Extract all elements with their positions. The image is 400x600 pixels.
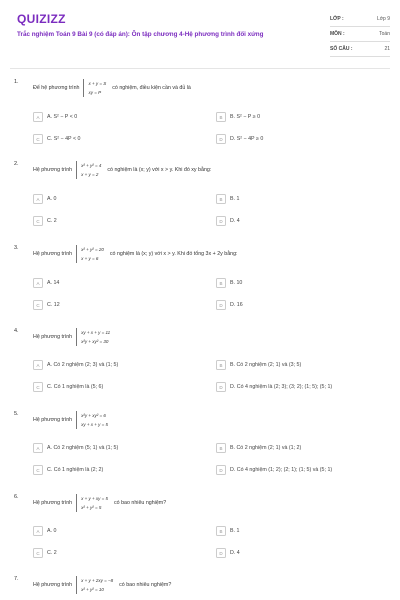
option-text: A. 0 [47, 196, 57, 202]
option-letter-badge: B [216, 526, 226, 536]
option-letter-badge: D [216, 465, 226, 475]
option-text: B. S² − P ≥ 0 [230, 114, 261, 120]
option-text: B. Có 2 nghiệm (2; 1) và (3; 5) [230, 362, 302, 368]
question-number: 4. [14, 328, 19, 334]
equation-line: x + y = 2 [81, 172, 99, 177]
option-letter-badge: C [33, 382, 43, 392]
answer-option-b[interactable] [216, 525, 239, 537]
answer-option-c[interactable] [33, 299, 60, 311]
option-text: A. 0 [47, 528, 57, 534]
question-stem [33, 79, 191, 97]
answer-option-a[interactable] [33, 525, 56, 537]
option-text: D. 16 [230, 302, 243, 308]
equation-system [76, 245, 104, 263]
option-letter-badge: D [216, 382, 226, 392]
meta-value: 21 [384, 46, 390, 52]
option-letter-badge: C [33, 465, 43, 475]
equation-line: xy + x + y = 11 [81, 330, 111, 335]
option-text: C. Có 1 nghiệm là (2; 2) [47, 467, 104, 473]
option-text: C. 2 [47, 218, 57, 224]
option-text: A. 14 [47, 280, 60, 286]
answer-option-b[interactable] [216, 442, 301, 454]
option-letter-badge: C [33, 134, 43, 144]
meta-row-count [330, 42, 390, 57]
option-letter-badge: B [216, 360, 226, 370]
question-stem [33, 411, 114, 429]
option-letter-badge: D [216, 548, 226, 558]
option-letter-badge: A [33, 360, 43, 370]
option-text: B. 1 [230, 528, 240, 534]
answer-option-a[interactable] [33, 277, 59, 289]
option-text: D. S² − 4P ≥ 0 [230, 136, 264, 142]
answer-option-b[interactable] [216, 111, 260, 123]
meta-label: MÔN : [330, 31, 345, 37]
stem-post: có nghiệm, điều kiện cần và đủ là [112, 85, 191, 91]
question-stem [33, 245, 238, 263]
answer-option-b[interactable] [216, 193, 239, 205]
option-letter-badge: C [33, 548, 43, 558]
meta-row-subject [330, 27, 390, 42]
option-text: C. 12 [47, 302, 60, 308]
stem-post: có bao nhiêu nghiệm? [119, 582, 172, 588]
equation-line: x²y + xy² = 6 [81, 413, 106, 418]
equation-line: x + y + xy = 5 [81, 496, 109, 501]
stem-pre: Hệ phương trình [33, 251, 73, 257]
equation-line: x²y + xy² = 30 [81, 339, 109, 344]
answer-option-c[interactable] [33, 215, 57, 227]
equation-system [83, 79, 106, 97]
option-text: B. 1 [230, 196, 240, 202]
question-number: 5. [14, 411, 19, 417]
option-text: A. S² − P < 0 [47, 114, 78, 120]
meta-label: LỚP : [330, 16, 344, 22]
option-text: C. Có 1 nghiệm là (5; 6) [47, 384, 104, 390]
question-number: 1. [14, 79, 19, 85]
answer-option-c[interactable] [33, 547, 57, 559]
option-letter-badge: D [216, 300, 226, 310]
option-text: D. 4 [230, 550, 240, 556]
option-letter-badge: B [216, 194, 226, 204]
option-letter-badge: B [216, 112, 226, 122]
question-number: 2. [14, 161, 19, 167]
question-number: 7. [14, 576, 19, 582]
meta-box [330, 12, 390, 57]
option-letter-badge: A [33, 526, 43, 536]
question-stem [33, 576, 171, 594]
question-stem [33, 161, 211, 179]
header-divider [10, 68, 390, 69]
equation-line: x + y + 2xy = −8 [81, 578, 114, 583]
question-stem [33, 328, 116, 346]
equation-line: x + y = S [88, 81, 107, 86]
answer-option-d[interactable] [216, 133, 263, 145]
option-letter-badge: C [33, 300, 43, 310]
option-text: A. Có 2 nghiệm (2; 3) và (1; 5) [47, 362, 119, 368]
option-letter-badge: A [33, 278, 43, 288]
equation-line: x² + y² = 20 [81, 247, 104, 252]
option-text: C. S² − 4P < 0 [47, 136, 81, 142]
stem-pre: Hệ phương trình [33, 334, 73, 340]
option-letter-badge: A [33, 194, 43, 204]
answer-option-d[interactable] [216, 464, 332, 476]
option-text: C. 2 [47, 550, 57, 556]
equation-line: x² + y² = 4 [81, 163, 102, 168]
stem-pre: Hệ phương trình [33, 167, 73, 173]
option-text: B. Có 2 nghiệm (2; 1) và (1; 2) [230, 445, 302, 451]
equation-line: xy = P [88, 90, 102, 95]
answer-option-d[interactable] [216, 547, 240, 559]
answer-option-c[interactable] [33, 381, 103, 393]
question-number: 6. [14, 494, 19, 500]
equation-system [76, 161, 101, 179]
option-text: A. Có 2 nghiệm (5; 1) và (1; 5) [47, 445, 119, 451]
page-header [0, 0, 400, 62]
option-letter-badge: D [216, 134, 226, 144]
answer-option-d[interactable] [216, 381, 332, 393]
equation-system [76, 411, 108, 429]
page-title: Trắc nghiệm Toán 9 Bài 9 (có đáp án): Ôn tập chương 4-Hệ phương trình đối xứng [17, 31, 264, 38]
stem-post: có nghiệm là (x; y) với x > y. Khi đó tổng 3x + 2y bằng: [109, 251, 238, 257]
answer-option-d[interactable] [216, 215, 240, 227]
answer-option-a[interactable] [33, 442, 118, 454]
question-number: 3. [14, 245, 19, 251]
equation-system [76, 494, 108, 512]
option-letter-badge: B [216, 443, 226, 453]
equation-system [76, 328, 110, 346]
stem-pre: Hệ phương trình [33, 500, 73, 506]
option-letter-badge: D [216, 216, 226, 226]
answer-option-a[interactable] [33, 193, 56, 205]
answer-option-a[interactable] [33, 359, 118, 371]
answer-option-a[interactable] [33, 111, 77, 123]
option-text: D. Có 4 nghiệm là (2; 3); (3; 2); (1; 5); (5; 1) [230, 384, 333, 390]
answer-option-b[interactable] [216, 359, 301, 371]
question-stem [33, 494, 166, 512]
stem-pre: Hệ phương trình [33, 582, 73, 588]
equation-line: x² + y² = 10 [81, 587, 104, 592]
stem-pre: Hệ phương trình [33, 417, 73, 423]
answer-option-c[interactable] [33, 133, 80, 145]
stem-post: có nghiệm là (x; y) với x > y. Khi đó xy bằng: [107, 167, 212, 173]
meta-value: Lớp 9 [376, 16, 390, 22]
meta-value: Toán [379, 31, 390, 37]
meta-label: SỐ CÂU : [330, 46, 353, 52]
option-text: B. 10 [230, 280, 243, 286]
option-letter-badge: A [33, 112, 43, 122]
answer-option-d[interactable] [216, 299, 243, 311]
stem-pre: Để hệ phương trình [33, 85, 80, 91]
equation-line: xy + x + y = 5 [81, 422, 109, 427]
equation-line: x² + y² = 5 [81, 505, 102, 510]
option-letter-badge: C [33, 216, 43, 226]
option-text: D. 4 [230, 218, 240, 224]
answer-option-b[interactable] [216, 277, 242, 289]
meta-row-class [330, 12, 390, 27]
stem-post: có bao nhiêu nghiệm? [114, 500, 167, 506]
equation-system [76, 576, 113, 594]
equation-line: x + y = 6 [81, 256, 99, 261]
quizizz-logo: QUIZIZZ [17, 12, 66, 26]
option-letter-badge: A [33, 443, 43, 453]
option-letter-badge: B [216, 278, 226, 288]
option-text: D. Có 4 nghiệm (1; 2); (2; 1); (1; 5) và (5; 1) [230, 467, 333, 473]
answer-option-c[interactable] [33, 464, 103, 476]
